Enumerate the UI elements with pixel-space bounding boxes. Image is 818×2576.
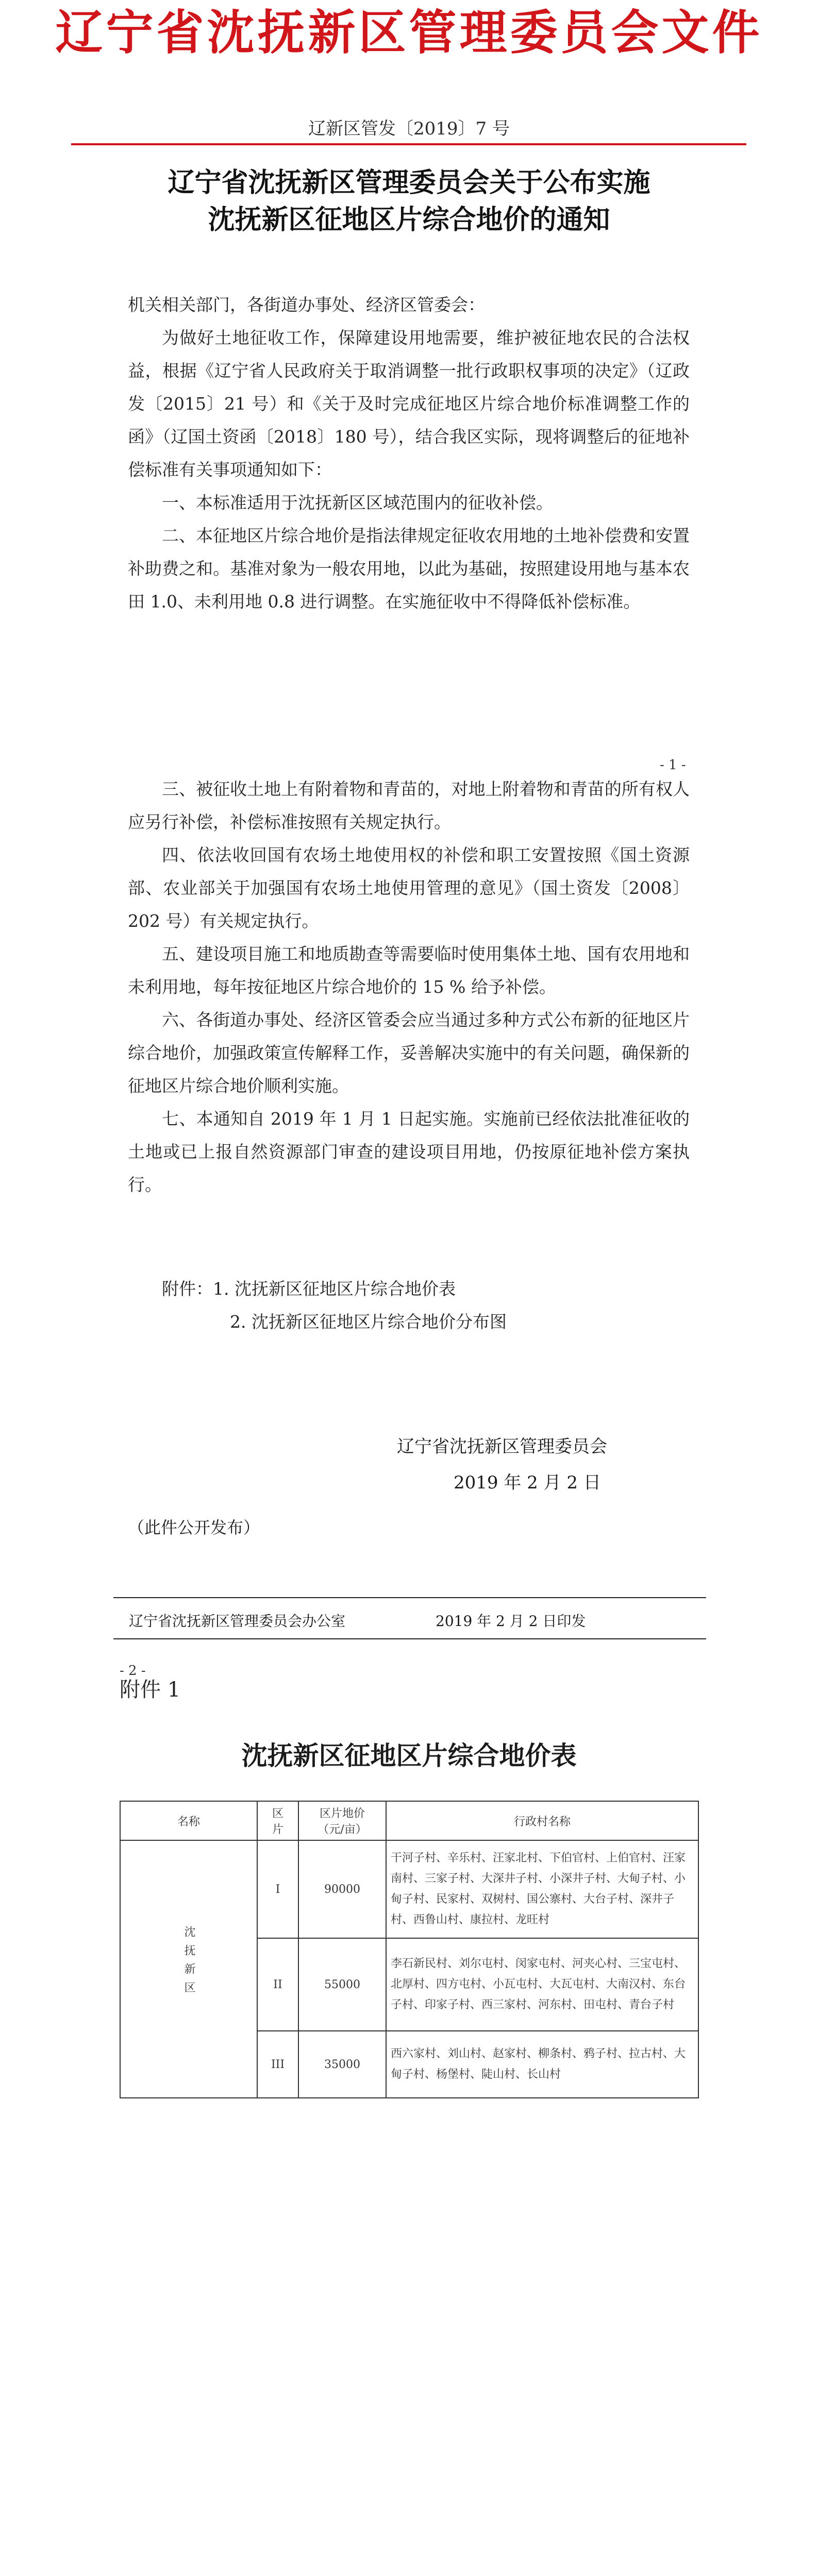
- paragraph-intro: 为做好土地征收工作，保障建设用地需要，维护被征地农民的合法权益，根据《辽宁省人民政府关于取消调整一批行政职权事项的决定》（辽政发〔2015〕21 号）和《关于及时完成征地区片综合地价标准调整工作的函》（辽国土资函〔2018〕180 号），结合我区实际，现将调整后的征地补偿标准有关事项通知如下：: [128, 328, 690, 480]
- footer-printed-date: 2019 年 2 月 2 日印发: [436, 1613, 586, 1630]
- paragraph-6: 六、各街道办事处、经济区管委会应当通过多种方式公布新的征地区片综合地价，加强政策宣传解释工作，妥善解决实施中的有关问题，确保新的征地区片综合地价顺利实施。: [128, 1010, 690, 1096]
- zone-cell: I: [257, 1840, 298, 1938]
- header-name: 名称: [120, 1801, 257, 1840]
- page-number-1: - 1 -: [660, 757, 686, 773]
- header-price: [298, 1801, 386, 1840]
- villages-cell: 李石新民村、刘尔屯村、闵家屯村、河夹心村、三宝屯村、北厚村、四方屯村、小瓦屯村、大瓦屯村、大南汉村、东台子村、印家子村、西三家村、河东村、田屯村、青台子村: [386, 1938, 698, 2031]
- area-name: 沈抚新区: [182, 1925, 195, 2000]
- price-cell: 55000: [298, 1938, 386, 2031]
- footer-rule-bottom: [113, 1638, 706, 1639]
- header-price-label: 区片地价: [319, 1807, 365, 1820]
- appendix1-label: 附件 1: [120, 1678, 181, 1702]
- page-number-2: - 2 -: [120, 1663, 146, 1679]
- table-row: [120, 1840, 698, 1938]
- document-number: 辽新区管发〔2019〕7 号: [308, 118, 510, 139]
- zone-cell: II: [257, 1938, 298, 2031]
- footer-rule-top: [113, 1597, 706, 1598]
- footer-office: 辽宁省沈抚新区管理委员会办公室: [129, 1613, 346, 1630]
- paragraph-5: 五、建设项目施工和地质勘查等需要临时使用集体土地、国有农用地和未利用地，每年按征地区片综合地价的 15 % 给予补偿。: [128, 944, 690, 997]
- paragraph-3: 三、被征收土地上有附着物和青苗的，对地上附着物和青苗的所有权人应另行补偿，补偿标准按照有关规定执行。: [128, 779, 690, 832]
- price-cell: 90000: [298, 1840, 386, 1938]
- land-price-table: [120, 1801, 699, 2098]
- paragraph-2: 二、本征地区片综合地价是指法律规定征收农用地的土地补偿费和安置补助费之和。基准对象为一般农用地，以此为基础，按照建设用地与基本农田 1.0、未利用地 0.8 进行调整。在实施征收中不得降低补偿标准。: [128, 526, 690, 612]
- salutation: 机关相关部门，各街道办事处、经济区管委会：: [128, 295, 485, 315]
- price-cell: 35000: [298, 2031, 386, 2098]
- table-header-row: [120, 1801, 698, 1840]
- villages-cell: 西六家村、刘山村、赵家村、柳条村、鸦子村、拉古村、大甸子村、杨堡村、陡山村、长山村: [386, 2031, 698, 2098]
- area-name-cell: [120, 1840, 257, 2098]
- paragraph-7: 七、本通知自 2019 年 1 月 1 日起实施。实施前已经依法批准征收的土地或已上报自然资源部门审查的建设项目用地，仍按原征地补偿方案执行。: [128, 1109, 690, 1195]
- zone-cell: III: [257, 2031, 298, 2098]
- attachment-1-link[interactable]: 1. 沈抚新区征地区片综合地价表: [213, 1279, 456, 1299]
- appendix1-table-title: 沈抚新区征地区片综合地价表: [241, 1740, 577, 1771]
- header-price-unit: （元/亩）: [318, 1823, 367, 1836]
- header-zone: 区 片: [257, 1801, 298, 1840]
- notice-body-part2: [128, 773, 690, 1201]
- public-release-note: （此件公开发布）: [128, 1518, 260, 1537]
- attachment-2-link[interactable]: 2. 沈抚新区征地区片综合地价分布图: [230, 1312, 507, 1332]
- attachments-block: [128, 1273, 690, 1338]
- red-header-title: 辽宁省沈抚新区管理委员会文件: [55, 5, 763, 60]
- header-villages: 行政村名称: [386, 1801, 698, 1840]
- header-red-rule: [71, 143, 746, 145]
- paragraph-4: 四、依法收回国有农场土地使用权的补偿和职工安置按照《国土资源部、农业部关于加强国有农场土地使用管理的意见》（国土资发〔2008〕202 号）有关规定执行。: [128, 845, 690, 931]
- notice-title-line2: 沈抚新区征地区片综合地价的通知: [208, 204, 610, 235]
- issuer: 辽宁省沈抚新区管理委员会: [397, 1436, 607, 1457]
- issue-date: 2019 年 2 月 2 日: [454, 1472, 601, 1493]
- notice-body-part1: [128, 289, 690, 618]
- attachments-label: 附件：: [162, 1279, 213, 1299]
- notice-title-line1: 辽宁省沈抚新区管理委员会关于公布实施: [168, 167, 650, 198]
- paragraph-1: 一、本标准适用于沈抚新区区域范围内的征收补偿。: [162, 493, 553, 513]
- villages-cell: 干河子村、辛乐村、汪家北村、下伯官村、上伯官村、汪家南村、三家子村、大深井子村、小深井子村、大甸子村、小甸子村、民家村、双树村、国公寨村、大台子村、深井子村、西鲁山村、康拉村、龙旺村: [386, 1840, 698, 1938]
